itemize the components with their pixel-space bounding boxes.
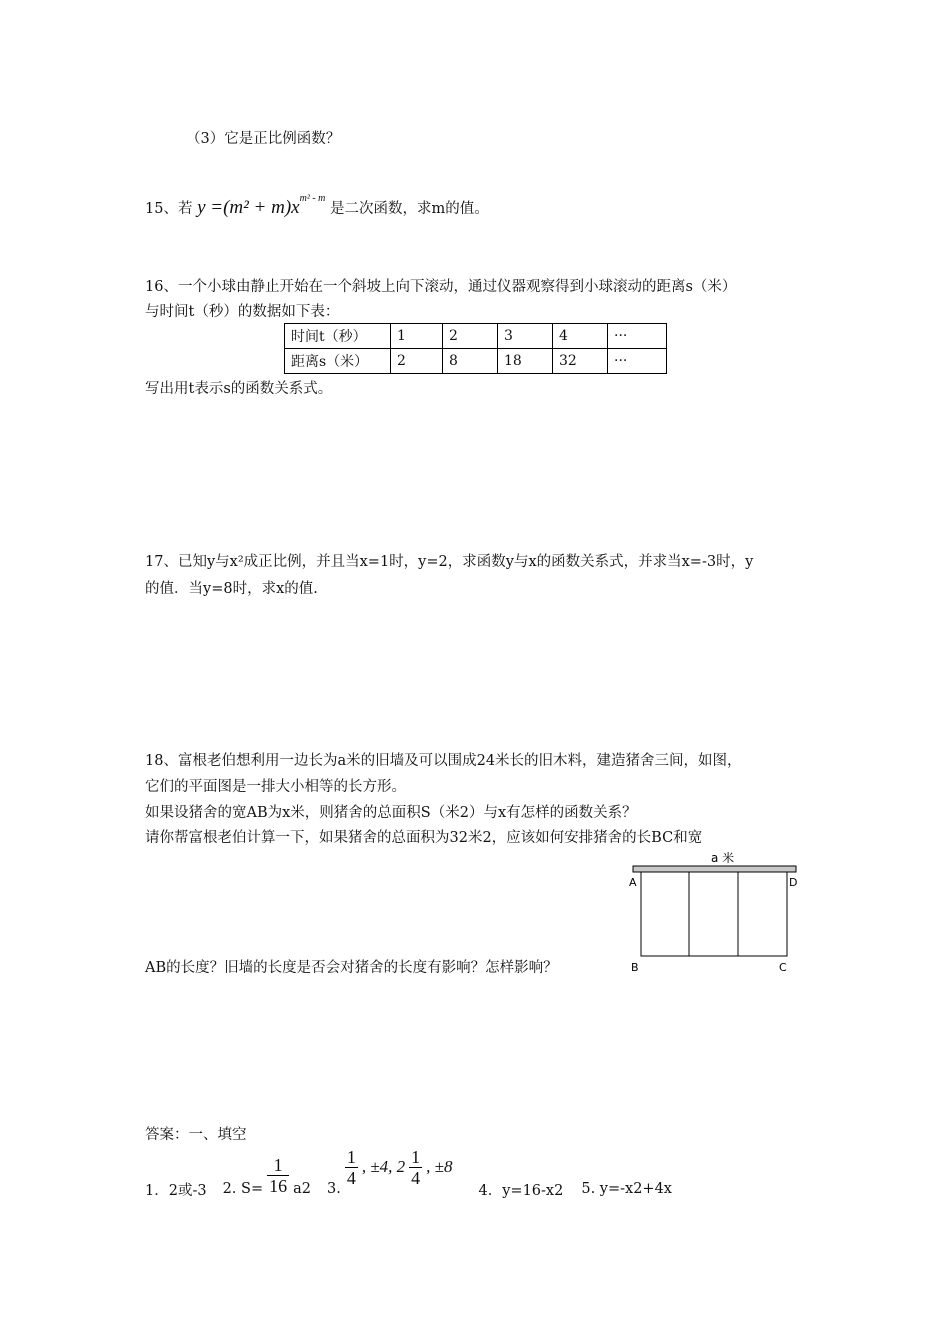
q18-line5: AB的长度？旧墙的长度是否会对猪舍的长度有影响？怎样影响？ bbox=[145, 960, 558, 976]
fraction-denominator: 4 bbox=[346, 1167, 356, 1188]
answer-4: 4．y=16-x2 bbox=[478, 1182, 564, 1199]
q15 bbox=[145, 184, 489, 224]
table-cell: 2 bbox=[391, 349, 443, 374]
table-cell: 3 bbox=[498, 324, 553, 349]
answer-1: 1．2或-3 bbox=[145, 1182, 207, 1199]
answer-5: 5. y=-x2+4x bbox=[581, 1181, 672, 1197]
table-cell: 距离s（米） bbox=[285, 349, 391, 374]
answer-3-fraction-2 bbox=[409, 1147, 422, 1188]
fraction-numerator: 1 bbox=[411, 1146, 421, 1167]
table-cell: 18 bbox=[498, 349, 553, 374]
table-cell: ··· bbox=[608, 349, 667, 374]
q18-line3: 如果设猪舍的宽AB为x米，则猪舍的总面积S（米2）与x有怎样的函数关系？ bbox=[145, 805, 637, 821]
q16-line1: 16、一个小球由静止开始在一个斜坡上向下滚动，通过仪器观察得到小球滚动的距离s（米） bbox=[145, 279, 737, 295]
table-cell: 32 bbox=[553, 349, 608, 374]
old-wall bbox=[633, 866, 796, 872]
answer-3-end: , ±8 bbox=[426, 1157, 453, 1176]
q18-line1: 18、富根老伯想利用一边长为a米的旧墙及可以围成24米长的旧木料，建造猪舍三间，如图， bbox=[145, 753, 742, 769]
table-cell: 4 bbox=[553, 324, 608, 349]
fraction-numerator: 1 bbox=[267, 1155, 289, 1176]
fraction-numerator: 1 bbox=[346, 1146, 356, 1167]
q16-line3: 写出用t表示s的函数关系式。 bbox=[145, 381, 333, 397]
answer-3-middle: , ±4, 2 bbox=[361, 1157, 406, 1176]
answer-3-prefix: 3. bbox=[326, 1181, 341, 1197]
answer-2-prefix: 2. S= bbox=[222, 1181, 264, 1197]
pen-outline bbox=[641, 872, 787, 956]
q15-formula: y =(m² + m)x bbox=[197, 197, 300, 218]
q17-line2: 的值．当y=8时，求x的值. bbox=[145, 581, 318, 597]
table-cell: 1 bbox=[391, 324, 443, 349]
q15-formula-exponent: m² - m bbox=[299, 193, 326, 204]
table-cell: 2 bbox=[443, 324, 498, 349]
fraction-denominator: 16 bbox=[269, 1175, 288, 1196]
table-row bbox=[285, 324, 667, 349]
q17-line1: 17、已知y与x²成正比例，并且当x=1时，y=2，求函数y与x的函数关系式，并求当x=-3时，y bbox=[145, 554, 754, 570]
table-cell: 时间t（秒） bbox=[285, 324, 391, 349]
answers-row bbox=[145, 1146, 672, 1200]
q16-line2: 与时间t（秒）的数据如下表： bbox=[145, 304, 340, 320]
q14-part3: （3）它是正比例函数？ bbox=[186, 131, 341, 147]
pig-pen-diagram bbox=[629, 850, 804, 980]
q16-table bbox=[284, 323, 667, 374]
table-row bbox=[285, 349, 667, 374]
q15-suffix: 是二次函数，求m的值。 bbox=[330, 201, 489, 217]
table-cell: ··· bbox=[608, 324, 667, 349]
wall-length-label: a 米 bbox=[711, 851, 735, 865]
point-label-b: B bbox=[631, 961, 639, 974]
answer-2-suffix: a2 bbox=[293, 1181, 311, 1197]
answer-2-fraction bbox=[267, 1155, 289, 1196]
answer-3-fraction-1 bbox=[345, 1147, 358, 1188]
point-label-a: A bbox=[629, 876, 637, 889]
table-cell: 8 bbox=[443, 349, 498, 374]
q18-line4: 请你帮富根老伯计算一下，如果猪舍的总面积为32米2，应该如何安排猪舍的长BC和宽 bbox=[145, 830, 703, 846]
q18-line2: 它们的平面图是一排大小相等的长方形。 bbox=[145, 779, 406, 795]
point-label-c: C bbox=[779, 961, 787, 974]
fraction-denominator: 4 bbox=[411, 1167, 421, 1188]
q15-prefix: 15、若 bbox=[145, 201, 193, 217]
point-label-d: D bbox=[789, 876, 798, 889]
answers-heading: 答案：一、填空 bbox=[145, 1127, 247, 1143]
